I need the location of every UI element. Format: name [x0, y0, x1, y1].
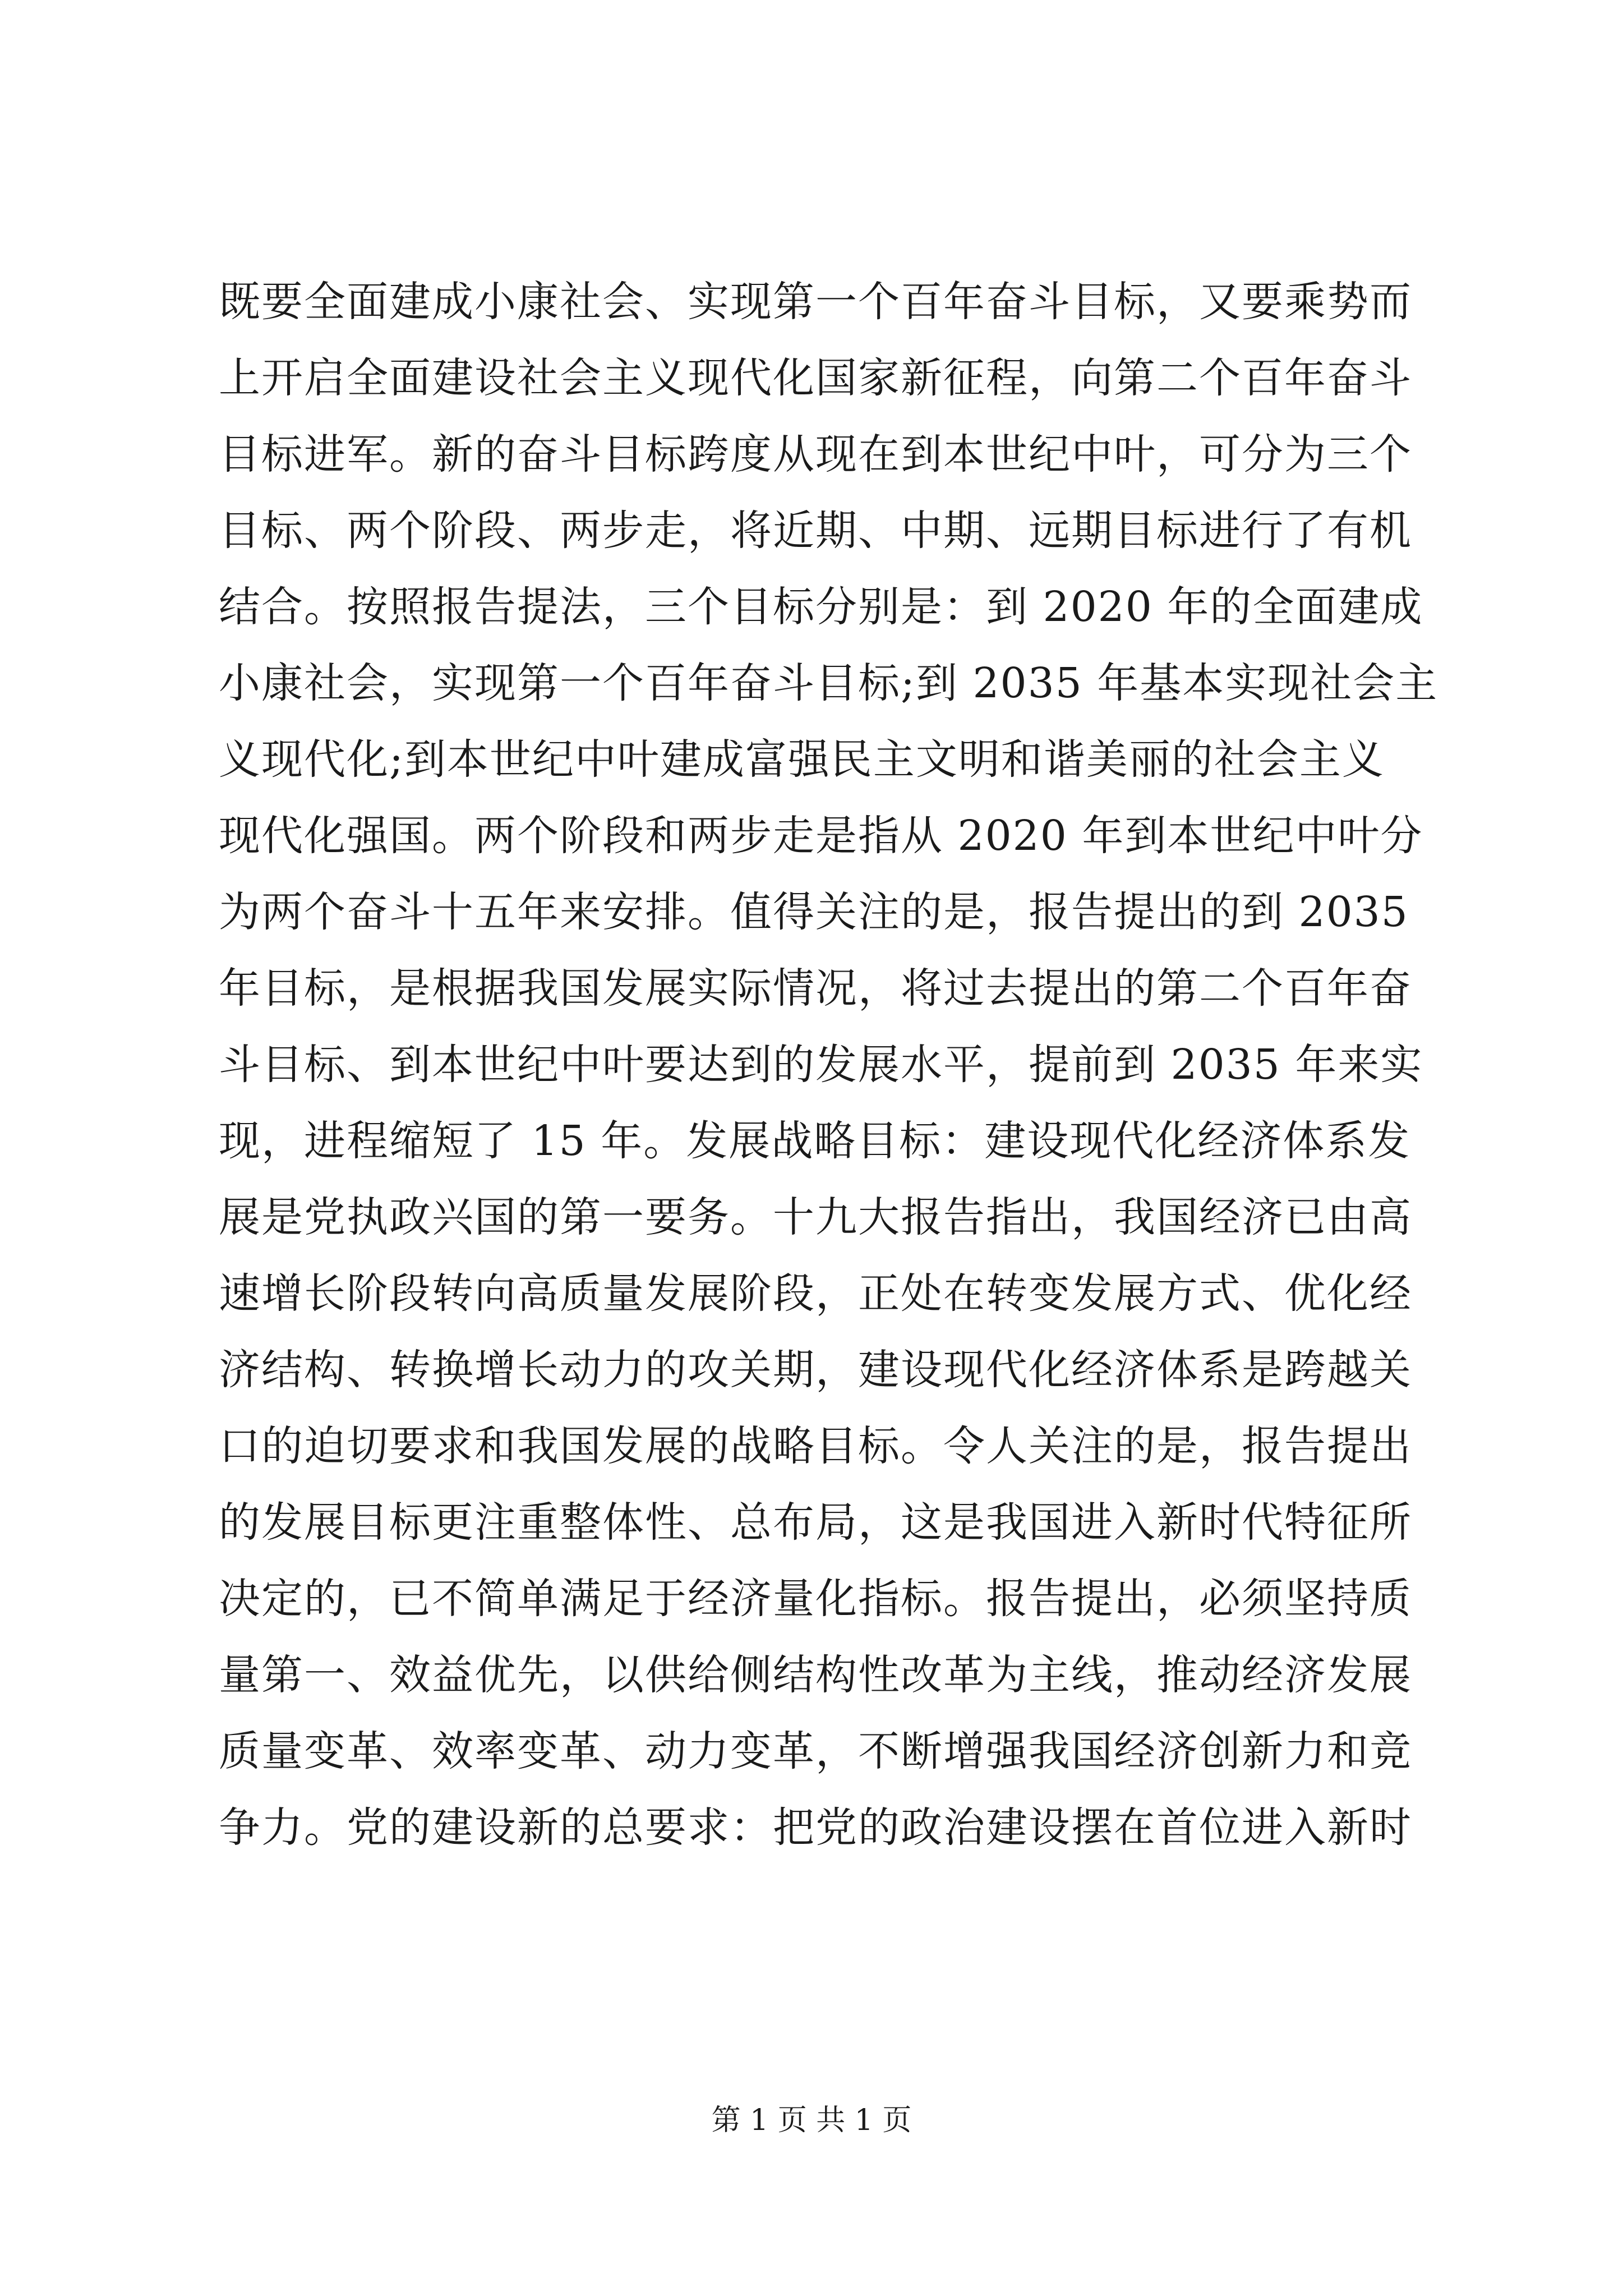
text-line: 目标进军。新的奋斗目标跨度从现在到本世纪中叶，可分为三个 — [219, 430, 1412, 478]
text-line: 结合。按照报告提法，三个目标分别是：到 2020 年的全面建成 — [219, 583, 1423, 631]
text-line: 展是党执政兴国的第一要务。十九大报告指出，我国经济已由高 — [219, 1193, 1412, 1241]
text-line: 既要全面建成小康社会、实现第一个百年奋斗目标，又要乘势而 — [219, 278, 1412, 326]
text-line: 争力。党的建设新的总要求：把党的政治建设摆在首位进入新时 — [219, 1803, 1412, 1852]
text-line: 现，进程缩短了 15 年。发展战略目标：建设现代化经济体系发 — [219, 1117, 1411, 1165]
text-line: 斗目标、到本世纪中叶要达到的发展水平，提前到 2035 年来实 — [219, 1041, 1423, 1089]
text-line: 济结构、转换增长动力的攻关期，建设现代化经济体系是跨越关 — [219, 1346, 1412, 1394]
text-line: 口的迫切要求和我国发展的战略目标。令人关注的是，报告提出 — [219, 1422, 1412, 1470]
text-line: 现代化强国。两个阶段和两步走是指从 2020 年到本世纪中叶分 — [219, 812, 1423, 860]
text-line: 义现代化;到本世纪中叶建成富强民主文明和谐美丽的社会主义 — [219, 735, 1385, 784]
text-line: 上开启全面建设社会主义现代化国家新征程，向第二个百年奋斗 — [219, 354, 1412, 402]
text-line: 为两个奋斗十五年来安排。值得关注的是，报告提出的到 2035 — [219, 888, 1409, 936]
text-line: 的发展目标更注重整体性、总布局，这是我国进入新时代特征所 — [219, 1498, 1412, 1547]
page-footer: 第 1 页 共 1 页 — [711, 2104, 912, 2137]
text-line: 速增长阶段转向高质量发展阶段，正处在转变发展方式、优化经 — [219, 1269, 1412, 1318]
text-line: 小康社会，实现第一个百年奋斗目标;到 2035 年基本实现社会主 — [219, 659, 1438, 707]
text-line: 量第一、效益优先，以供给侧结构性改革为主线，推动经济发展 — [219, 1651, 1412, 1699]
text-line: 质量变革、效率变革、动力变革，不断增强我国经济创新力和竞 — [219, 1727, 1412, 1775]
text-line: 决定的，已不简单满足于经济量化指标。报告提出，必须坚持质 — [219, 1575, 1412, 1623]
text-line: 目标、两个阶段、两步走，将近期、中期、远期目标进行了有机 — [219, 507, 1412, 555]
text-line: 年目标，是根据我国发展实际情况，将过去提出的第二个百年奋 — [219, 964, 1412, 1013]
body-text — [219, 264, 1438, 1866]
